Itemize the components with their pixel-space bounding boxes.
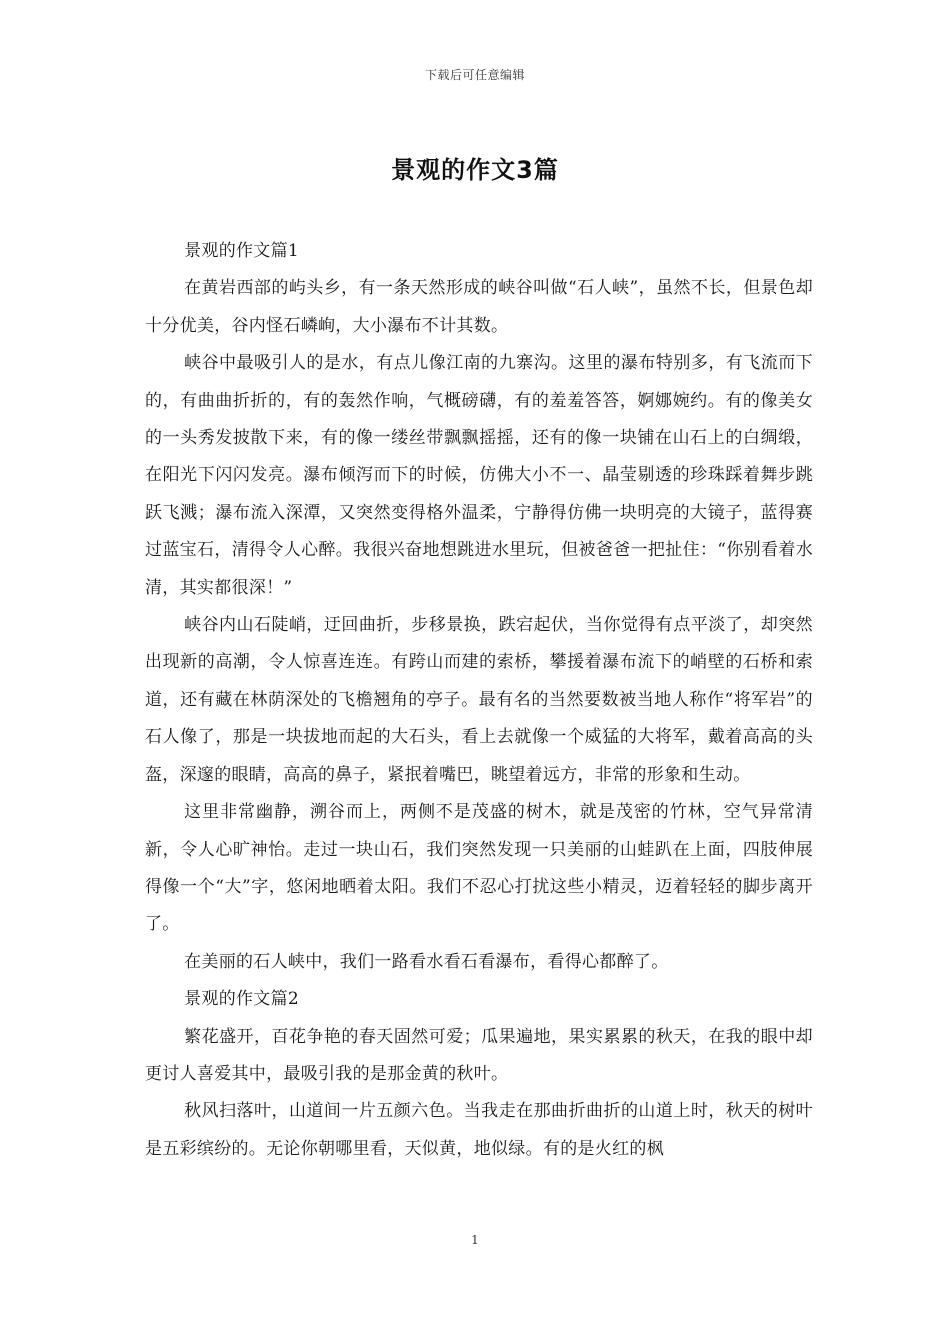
page-number: 1	[471, 1233, 479, 1247]
paragraph: 繁花盛开，百花争艳的春天固然可爱；瓜果遍地，果实累累的秋天，在我的眼中却更讨人喜爱其中，最吸引我的是那金黄的秋叶。	[145, 1026, 813, 1084]
section-heading-1: 景观的作文篇1	[184, 241, 300, 261]
header-note: 下载后可任意编辑	[424, 68, 525, 82]
paragraph: 这里非常幽静，溯谷而上，两侧不是茂盛的树木，就是茂密的竹林，空气异常清新，令人心旷神怡。走过一块山石，我们突然发现一只美丽的山蛙趴在上面，四肢伸展得像一个“大”字，悠闲地晒着太阳。我们不忍心打扰这些小精灵，迈着轻轻的脚步离开了。	[145, 802, 813, 935]
paragraph: 峡谷内山石陡峭，迂回曲折，步移景换，跌宕起伏，当你觉得有点平淡了，却突然出现新的高潮，令人惊喜连连。有跨山而建的索桥，攀援着瀑布流下的峭壁的石桥和索道，还有藏在林荫深处的飞檐翘角的亭子。最有名的当然要数被当地人称作“将军岩”的石人像了，那是一块拔地而起的大石头，看上去就像一个威猛的大将军，戴着高高的头盔，深邃的眼睛，高高的鼻子，紧抿着嘴巴，眺望着远方，非常的形象和生动。	[145, 615, 813, 785]
document-body	[145, 233, 813, 1168]
paragraph: 秋风扫落叶，山道间一片五颜六色。当我走在那曲折曲折的山道上时，秋天的树叶是五彩缤纷的。无论你朝哪里看，天似黄，地似绿。有的是火红的枫	[145, 1101, 813, 1159]
section-heading-2: 景观的作文篇2	[184, 989, 300, 1010]
paragraph: 峡谷中最吸引人的是水，有点儿像江南的九寨沟。这里的瀑布特别多，有飞流而下的，有曲曲折折的，有的轰然作响，气概磅礴，有的羞羞答答，婀娜婉约。有的像美女的一头秀发披散下来，有的像一缕丝带飘飘摇摇，还有的像一块铺在山石上的白绸缎，在阳光下闪闪发亮。瀑布倾泻而下的时候，仿佛大小不一、晶莹剔透的珍珠踩着舞步跳跃飞溅；瀑布流入深潭，又突然变得格外温柔，宁静得仿佛一块明亮的大镜子，蓝得赛过蓝宝石，清得令人心醉。我很兴奋地想跳进水里玩，但被爸爸一把扯住：“你别看着水清，其实都很深！”	[145, 353, 813, 598]
paragraph: 在美丽的石人峡中，我们一路看水看石看瀑布，看得心都醉了。	[184, 951, 669, 972]
document-title: 景观的作文3篇	[391, 156, 559, 184]
paragraph: 在黄岩西部的屿头乡，有一条天然形成的峡谷叫做“石人峡”，虽然不长，但景色却十分优美，谷内怪石嶙峋，大小瀑布不计其数。	[145, 278, 813, 336]
